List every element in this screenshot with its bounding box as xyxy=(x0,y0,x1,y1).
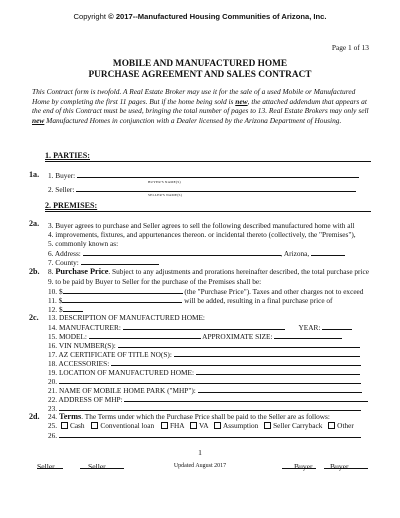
term-va[interactable]: VA xyxy=(190,421,208,430)
year-label: YEAR: xyxy=(298,323,321,332)
checkbox-icon[interactable] xyxy=(264,422,271,429)
county-label: 7. County: xyxy=(48,258,79,267)
terms-heading: Terms xyxy=(58,412,82,421)
copyright-notice xyxy=(0,12,400,21)
vin-label: 16. VIN NUMBER(S): xyxy=(48,341,116,350)
document-title-line1: MOBILE AND MANUFACTURED HOME xyxy=(112,59,288,69)
intro-text-2: , the attached addendum that appears at the end of this Contract must be used, bringing the total number of pages to 13. Real Estate Brokers may only sell xyxy=(32,96,369,116)
location-label: 19. LOCATION OF MANUFACTURED HOME: xyxy=(48,368,195,377)
term-other[interactable]: Other xyxy=(328,421,354,430)
intro-new-1: new xyxy=(235,96,248,106)
line-13: 13. DESCRIPTION OF MANUFACTURED HOME: xyxy=(48,313,205,322)
label-2b: 2b. xyxy=(29,267,40,276)
updated-date: Updated August 2017 xyxy=(173,463,227,469)
line-8-text: . Subject to any adjustments and prorations hereinafter described, the total purchase price xyxy=(108,267,369,276)
line-4: 4. improvements, fixtures, and appurtenances thereon. or incidental thereto (collectively, the "Premises"), xyxy=(48,230,356,239)
final-price-field[interactable] xyxy=(63,304,83,312)
address-label: 6. Address: xyxy=(48,249,81,258)
line-7 xyxy=(48,257,159,267)
seller-initials-label-2: Seller xyxy=(88,462,106,471)
purchase-price-heading: Purchase Price xyxy=(55,267,109,276)
line-10-text: (the "Purchase Price"). Taxes and other charges not to exceed xyxy=(184,287,364,296)
accessories-label: 18. ACCESSORIES: xyxy=(48,359,110,368)
seller-line xyxy=(48,184,356,194)
checkbox-icon[interactable] xyxy=(328,422,335,429)
model-label: 15. MODEL: xyxy=(48,332,87,341)
mhp-address-field[interactable] xyxy=(124,394,368,402)
mhp-name-label: 21. NAME OF MOBILE HOME PARK ("MHP"): xyxy=(48,386,196,395)
title-no-label: 17. AZ CERTIFICATE OF TITLE NO(S): xyxy=(48,350,172,359)
line-11-text: will be added, resulting in a final purchase price of xyxy=(184,296,333,305)
checkbox-icon[interactable] xyxy=(61,422,68,429)
title-no-field[interactable] xyxy=(174,349,360,357)
seller-label: 2. Seller: xyxy=(48,185,75,194)
manufacturer-field[interactable] xyxy=(123,322,285,330)
line-12-label: 12. $ xyxy=(48,305,63,314)
buyer-caption: BUYER'S NAME(S) xyxy=(148,180,181,184)
buyer-label: 1. Buyer: xyxy=(48,171,76,180)
label-1a: 1a. xyxy=(29,170,40,179)
copyright-prefix: Copyright xyxy=(73,12,106,21)
buyer-name-field[interactable] xyxy=(77,170,359,178)
intro-text-1: This Contract form is twofold. A Real Estate Broker may use it for the sale of a used Mobile or Manufactured Home by completing the first 11 pages. But if the home being sold is xyxy=(32,87,356,106)
address-field[interactable] xyxy=(83,248,281,256)
vin-field[interactable] xyxy=(118,340,360,348)
taxes-field[interactable] xyxy=(62,295,182,303)
line-5: 5. commonly known as: xyxy=(48,239,119,248)
line-24-number: 24. xyxy=(48,412,58,421)
checkbox-icon[interactable] xyxy=(190,422,197,429)
size-label: APPROXIMATE SIZE: xyxy=(202,332,273,341)
section-premises-heading: 2. PREMISES: xyxy=(45,201,371,212)
label-2d: 2d. xyxy=(29,412,40,421)
label-2a: 2a. xyxy=(29,219,40,228)
copyright-holder: © 2017--Manufactured Housing Communities of Arizona, Inc. xyxy=(108,12,327,21)
line-11-label: 11. $ xyxy=(48,296,63,305)
term-seller-carryback[interactable]: Seller Carryback xyxy=(264,421,322,430)
year-field[interactable] xyxy=(322,322,352,330)
seller-name-field[interactable] xyxy=(76,184,356,192)
checkbox-icon[interactable] xyxy=(91,422,98,429)
line-20-field[interactable] xyxy=(59,376,361,384)
buyer-line xyxy=(48,170,359,180)
line-24 xyxy=(48,412,330,421)
term-cash[interactable]: Cash xyxy=(61,421,85,430)
model-field[interactable] xyxy=(89,331,201,339)
line-23-field[interactable] xyxy=(59,403,361,411)
location-field[interactable] xyxy=(196,367,360,375)
intro-text-3: Manufactured Homes in conjunction with a Dealer licensed by the Arizona Department of Housing. xyxy=(44,115,342,125)
line-9: 9. to be paid by Buyer to Seller for the purchase of the Premises shall be: xyxy=(48,277,262,286)
line-8-number: 8. xyxy=(48,267,54,276)
buyer-initials-label-2: Buyer xyxy=(330,462,349,471)
arizona-label: , Arizona, xyxy=(280,249,310,258)
zip-field[interactable] xyxy=(311,248,345,256)
size-field[interactable] xyxy=(274,331,342,339)
seller-initials-label-1: Seller xyxy=(37,462,55,471)
footer-page-number: 1 xyxy=(198,448,202,457)
mhp-name-field[interactable] xyxy=(198,385,362,393)
checkbox-icon[interactable] xyxy=(214,422,221,429)
line-3: 3. Buyer agrees to purchase and Seller agrees to sell the following described manufactured home with all xyxy=(48,221,355,230)
document-title-line2: PURCHASE AGREEMENT AND SALES CONTRACT xyxy=(88,70,312,80)
line-26-field[interactable] xyxy=(59,430,361,438)
label-2c: 2c. xyxy=(29,313,39,322)
line-25-number: 25. xyxy=(48,421,58,430)
line-8 xyxy=(48,267,369,276)
line-20-number: 20. xyxy=(48,377,58,386)
seller-caption: SELLER'S NAME(S) xyxy=(148,193,183,197)
buyer-initials-label-1: Buyer xyxy=(294,462,313,471)
term-fha[interactable]: FHA xyxy=(161,421,184,430)
page-number: Page 1 of 13 xyxy=(331,43,369,52)
term-conventional-loan[interactable]: Conventional loan xyxy=(91,421,154,430)
line-26 xyxy=(48,430,361,440)
intro-paragraph xyxy=(32,87,374,125)
term-assumption[interactable]: Assumption xyxy=(214,421,258,430)
line-24-text: . The Terms under which the Purchase Price shall be paid to the Seller are as follows: xyxy=(81,412,330,421)
accessories-field[interactable] xyxy=(111,358,361,366)
purchase-price-field[interactable] xyxy=(63,286,183,294)
line-23-number: 23. xyxy=(48,404,58,413)
checkbox-icon[interactable] xyxy=(161,422,168,429)
mhp-address-label: 22. ADDRESS OF MHP: xyxy=(48,395,123,404)
line-26-number: 26. xyxy=(48,431,58,440)
line-11 xyxy=(48,295,332,305)
line-10-label: 10. $ xyxy=(48,287,63,296)
line-25 xyxy=(48,421,354,430)
manufacturer-label: 14. MANUFACTURER: xyxy=(48,323,121,332)
intro-new-2: new xyxy=(32,115,45,125)
county-field[interactable] xyxy=(81,257,159,265)
section-parties-heading: 1. PARTIES: xyxy=(45,151,371,162)
